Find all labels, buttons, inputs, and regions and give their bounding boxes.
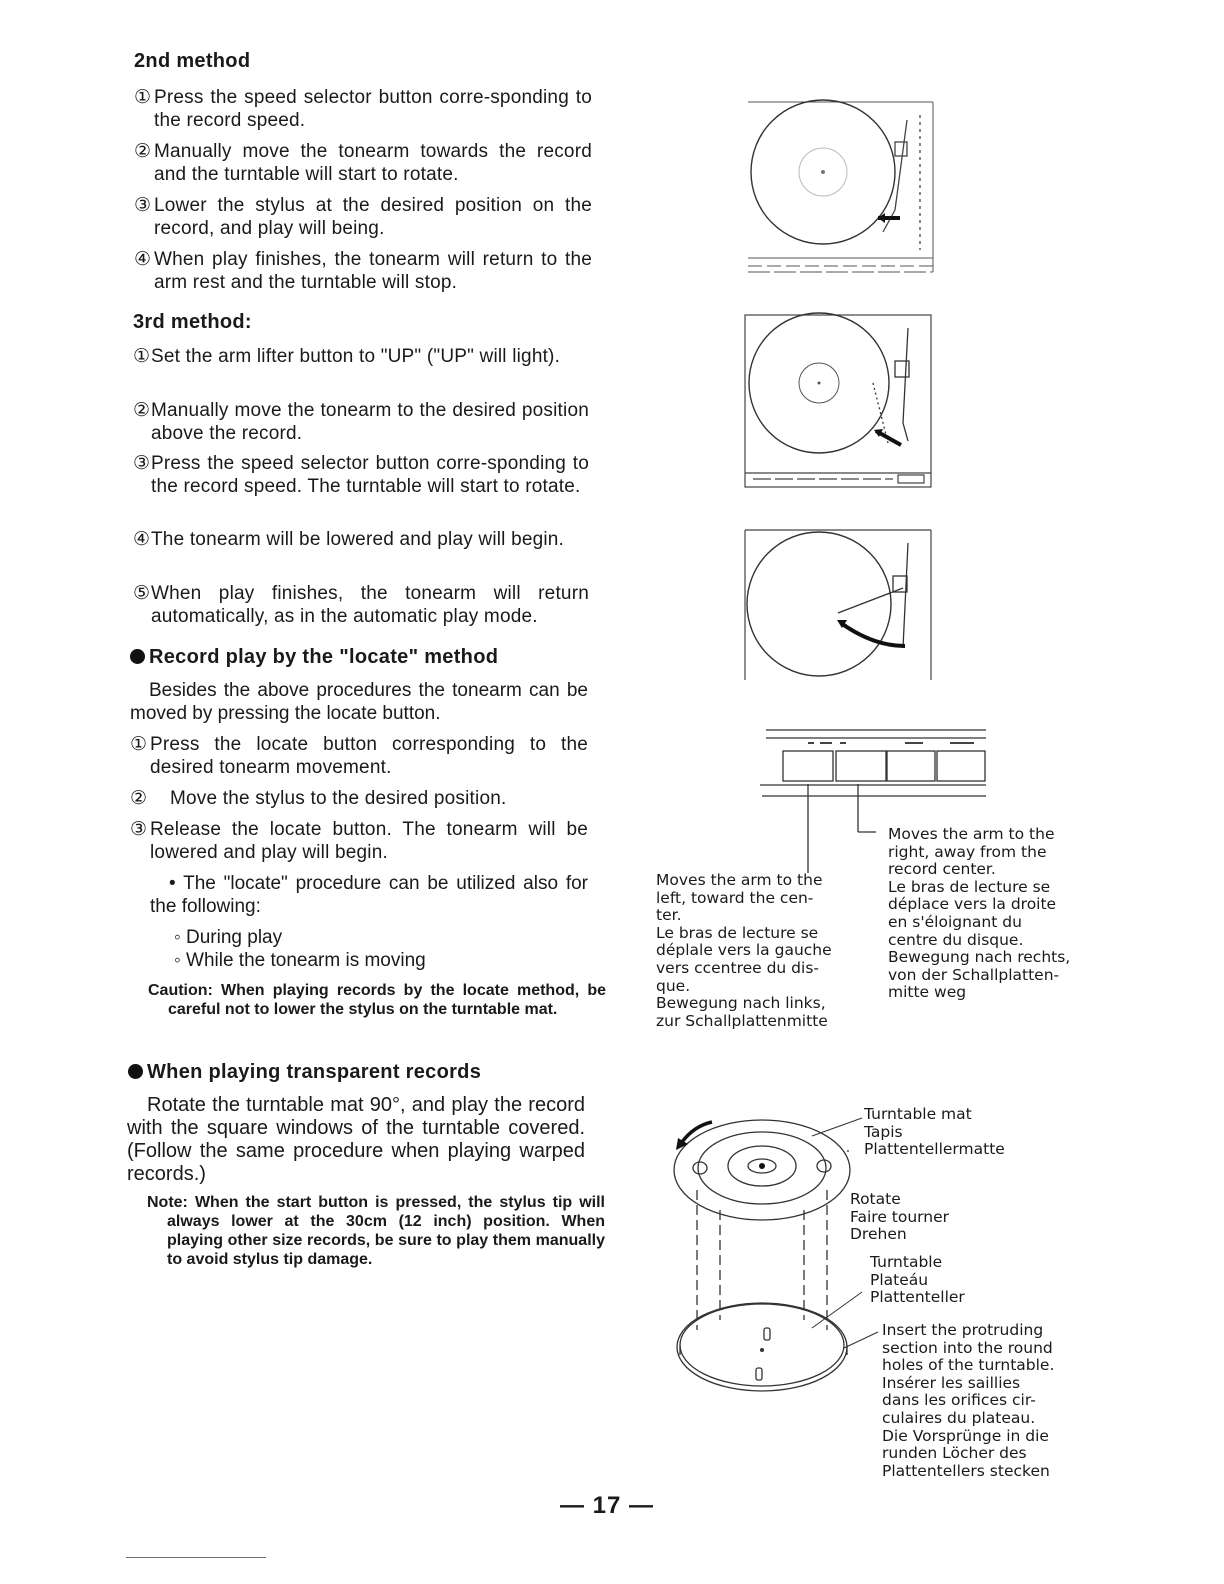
caption-line: Plattentellermatte	[864, 1140, 1005, 1159]
heading-3rd-method: 3rd method:	[133, 311, 252, 333]
locate-right-button	[836, 751, 886, 781]
step-2nd-3	[134, 194, 592, 240]
step-2nd-4	[134, 248, 592, 294]
step-locate-3	[130, 818, 588, 864]
step-3rd-4	[133, 528, 589, 551]
caption-line: Moves the arm to the	[656, 871, 823, 889]
caption-line: Insérer les saillies	[882, 1373, 1021, 1392]
locate-sub-item-1: ◦ During play	[174, 927, 283, 948]
step-number: ①	[130, 734, 148, 755]
bullet-icon	[130, 649, 145, 664]
step-2nd-2	[134, 140, 592, 186]
caption-line: mitte weg	[888, 983, 967, 1002]
caption-line: ter.	[656, 906, 682, 925]
tonearm	[883, 115, 920, 250]
step-number: ②	[130, 788, 148, 809]
locate-intro: Besides the above procedures the tonearm can be moved by pressing the locate button.	[130, 680, 588, 724]
caption-line: en s'éloignant du	[888, 912, 1022, 931]
step-locate-1	[130, 733, 588, 779]
note-text: When the start button is pressed, the stylus tip will always lower at the 30cm (12 inch) position. When playing other size records, be sure to play them manually to avoid stylus tip damage.	[167, 1194, 605, 1268]
caution-text: When playing records by the locate method, be careful not to lower the stylus on the turntable mat.	[168, 982, 606, 1018]
step-text: Move the stylus to the desired position.	[170, 788, 507, 809]
arrow-icon	[841, 623, 905, 646]
step-text: Manually move the tonearm towards the record and the turntable will start to rotate.	[154, 141, 592, 185]
button-4	[937, 751, 985, 781]
bullet-icon	[128, 1064, 143, 1079]
heading-transparent-records	[128, 1061, 481, 1084]
step-number: ③	[133, 453, 151, 474]
step-number: ④	[134, 249, 152, 270]
caption-line: right, away from the	[888, 842, 1047, 861]
turntable-figure-3	[743, 528, 935, 680]
locate-caution	[148, 981, 606, 1019]
caption-line: Le bras de lecture se	[888, 877, 1051, 896]
tonearm	[838, 543, 908, 648]
caption-line: déplale vers la gauche	[656, 941, 832, 960]
caption-line: runden Löcher des	[882, 1444, 1027, 1463]
step-number: ⑤	[133, 583, 151, 604]
step-number: ③	[130, 819, 148, 840]
caption-line: Le bras de lecture se	[656, 923, 819, 942]
locate-sub-item-2: ◦ While the tonearm is moving	[174, 950, 426, 971]
heading-2nd-method: 2nd method	[134, 50, 251, 72]
platter	[747, 532, 891, 676]
turntable-plinth	[745, 315, 931, 487]
caption-insert	[882, 1322, 1054, 1480]
turntable-figure-1	[745, 100, 937, 276]
caption-line: déplace vers la droite	[888, 895, 1057, 914]
step-text: The tonearm will be lowered and play will begin.	[151, 529, 565, 550]
caption-line: Faire tourner	[850, 1207, 950, 1226]
step-3rd-1	[133, 345, 589, 368]
heading-transparent-text: When playing transparent records	[147, 1061, 482, 1083]
step-number: ③	[134, 195, 152, 216]
caption-line: zur Schallplattenmitte	[656, 1011, 828, 1030]
turntable-mat-figure	[672, 1100, 892, 1400]
step-text: Press the speed selector button corre-sponding to the record speed.	[154, 87, 592, 131]
step-text: When play finishes, the tonearm will return to the arm rest and the turntable will stop.	[154, 249, 592, 293]
spindle	[821, 170, 825, 174]
locate-note: • The "locate" procedure can be utilized also for the following:	[150, 873, 588, 917]
step-locate-2	[130, 787, 588, 810]
step-text: Set the arm lifter button to "UP" ("UP" will light).	[151, 346, 561, 367]
heading-locate-text: Record play by the "locate" method	[149, 646, 499, 668]
step-2nd-1	[134, 86, 592, 132]
caption-line: record center.	[888, 860, 996, 879]
rotate-arrow-icon	[682, 1122, 712, 1142]
caption-line: Insert the protruding	[882, 1321, 1044, 1339]
step-3rd-3	[133, 452, 589, 498]
caption-line: left, toward the cen-	[656, 888, 814, 907]
caption-line: Turntable mat	[864, 1105, 972, 1123]
caption-line: Plattenteller	[870, 1288, 965, 1307]
caption-line: holes of the turntable.	[882, 1356, 1055, 1375]
caption-turntable	[870, 1254, 965, 1307]
caption-line: Bewegung nach rechts,	[888, 948, 1071, 967]
turntable-figure-2	[743, 313, 935, 491]
step-text: Press the locate button corresponding to the desired tonearm movement.	[150, 734, 588, 778]
step-number: ②	[134, 141, 152, 162]
caption-locate-left	[656, 872, 832, 1030]
button-3	[887, 751, 935, 781]
step-number: ①	[134, 87, 152, 108]
caption-rotate	[850, 1191, 949, 1244]
caption-line: Tapis	[864, 1122, 903, 1141]
caption-line: Bewegung nach links,	[656, 994, 826, 1013]
caption-line: vers ccentree du dis-	[656, 958, 819, 977]
turntable-plinth	[745, 530, 931, 680]
step-number: ④	[133, 529, 151, 550]
caution-label: Caution:	[148, 982, 213, 999]
step-text: Lower the stylus at the desired position on the record, and play will being.	[154, 195, 592, 239]
step-text: When play finishes, the tonearm will return automatically, as in the automatic play mode.	[151, 583, 589, 627]
step-3rd-5	[133, 582, 589, 628]
caption-turntable-mat	[864, 1106, 1005, 1159]
step-number: ②	[133, 400, 151, 421]
caption-line: centre du disque.	[888, 930, 1024, 949]
caption-line: section into the round	[882, 1338, 1053, 1357]
transparent-text: Rotate the turntable mat 90°, and play the record with the square windows of the turntable covered. (Follow the same procedure when playing warped records.)	[127, 1094, 585, 1185]
page-number: — 17 —	[560, 1492, 655, 1519]
turntable-mat	[674, 1120, 850, 1220]
caption-line: Moves the arm to the	[888, 825, 1055, 843]
locate-left-button	[783, 751, 833, 781]
step-number: ①	[133, 346, 151, 367]
caption-line: dans les orifices cir-	[882, 1391, 1036, 1410]
bottom-rule	[126, 1557, 266, 1558]
turntable-plinth	[748, 102, 933, 272]
caption-line: Drehen	[850, 1225, 907, 1244]
caption-line: Plattentellers stecken	[882, 1461, 1050, 1480]
transparent-note	[147, 1193, 605, 1269]
caption-line: Rotate	[850, 1190, 901, 1208]
caption-line: Turntable	[870, 1253, 943, 1271]
caption-line: Die Vorsprünge in die	[882, 1426, 1049, 1445]
step-text: Manually move the tonearm to the desired position above the record.	[151, 400, 589, 444]
caption-line: culaires du plateau.	[882, 1408, 1036, 1427]
step-3rd-2	[133, 399, 589, 445]
caption-line: von der Schallplatten-	[888, 965, 1060, 984]
spindle	[818, 382, 821, 385]
step-text: Press the speed selector button corre-sponding to the record speed. The turntable will start to rotate.	[151, 453, 589, 497]
step-text: Release the locate button. The tonearm will be lowered and play will begin.	[150, 819, 588, 863]
note-label: Note:	[147, 1194, 188, 1211]
caption-locate-right	[888, 826, 1070, 1002]
heading-locate-method	[130, 646, 498, 669]
caption-line: Plateáu	[870, 1270, 929, 1289]
caption-line: que.	[656, 976, 691, 995]
